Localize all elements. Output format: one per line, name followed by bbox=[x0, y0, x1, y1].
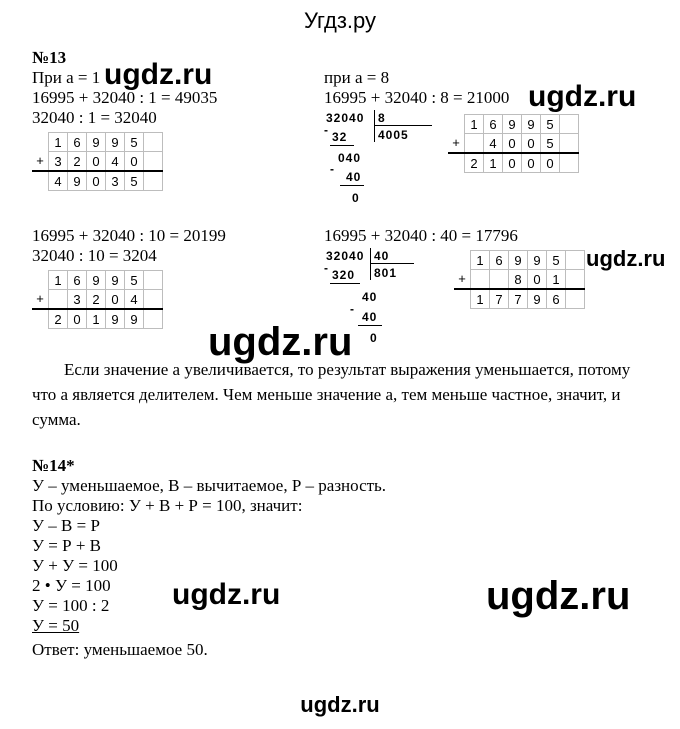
case2-expression: 16995 + 32040 : 8 = 21000 bbox=[324, 88, 510, 107]
watermark: ugdz.ru bbox=[586, 246, 666, 271]
task14-result: У = 50 bbox=[32, 616, 80, 635]
case1-division: 32040 : 1 = 32040 bbox=[32, 108, 157, 127]
watermark: ugdz.ru bbox=[208, 320, 353, 364]
watermark: ugdz.ru bbox=[528, 80, 637, 113]
task14-line: У = 100 : 2 bbox=[32, 596, 110, 615]
case3-expression: 16995 + 32040 : 10 = 20199 bbox=[32, 226, 226, 245]
watermark: ugdz.ru bbox=[486, 574, 631, 618]
case1-addition-grid: 1 6 9 9 5 + 3 2 0 4 0 4 9 0 3 5 bbox=[32, 132, 163, 191]
task14-line: У – В = Р bbox=[32, 516, 100, 535]
task-13-label: №13 bbox=[32, 48, 67, 67]
case1-label: При a = 1 bbox=[32, 68, 101, 87]
task14-answer: Ответ: уменьшаемое 50. bbox=[32, 640, 208, 659]
task14-line: 2 • У = 100 bbox=[32, 576, 111, 595]
watermark: ugdz.ru bbox=[300, 692, 380, 717]
case3-addition-grid: 1 6 9 9 5 + 3 2 0 4 2 0 1 9 9 bbox=[32, 270, 163, 329]
case3-division: 32040 : 10 = 3204 bbox=[32, 246, 157, 265]
task-14-label: №14* bbox=[32, 456, 75, 475]
watermark: ugdz.ru bbox=[172, 578, 281, 611]
case2-label: при a = 8 bbox=[324, 68, 390, 87]
case4-addition-grid: 1 6 9 9 5 + 8 0 1 1 7 7 9 6 bbox=[454, 250, 585, 309]
task14-line: У + У = 100 bbox=[32, 556, 118, 575]
task14-line: У – уменьшаемое, В – вычитаемое, Р – разность. bbox=[32, 476, 387, 495]
task14-line: По условию: У + В + Р = 100, значит: bbox=[32, 496, 303, 515]
task14-line: У = Р + В bbox=[32, 536, 102, 555]
case1-expression: 16995 + 32040 : 1 = 49035 bbox=[32, 88, 218, 107]
conclusion-paragraph: Если значение a увеличивается, то результат выражения уменьшается, потому что a является делителем. Чем меньше значение a, тем меньше частное, значит, и сумма. bbox=[32, 360, 631, 429]
case2-addition-grid: 1 6 9 9 5 + 4 0 0 5 2 1 0 0 0 bbox=[448, 114, 579, 173]
site-title: Угдз.ру bbox=[303, 8, 377, 33]
watermark: ugdz.ru bbox=[104, 58, 213, 91]
case4-expression: 16995 + 32040 : 40 = 17796 bbox=[324, 226, 518, 245]
